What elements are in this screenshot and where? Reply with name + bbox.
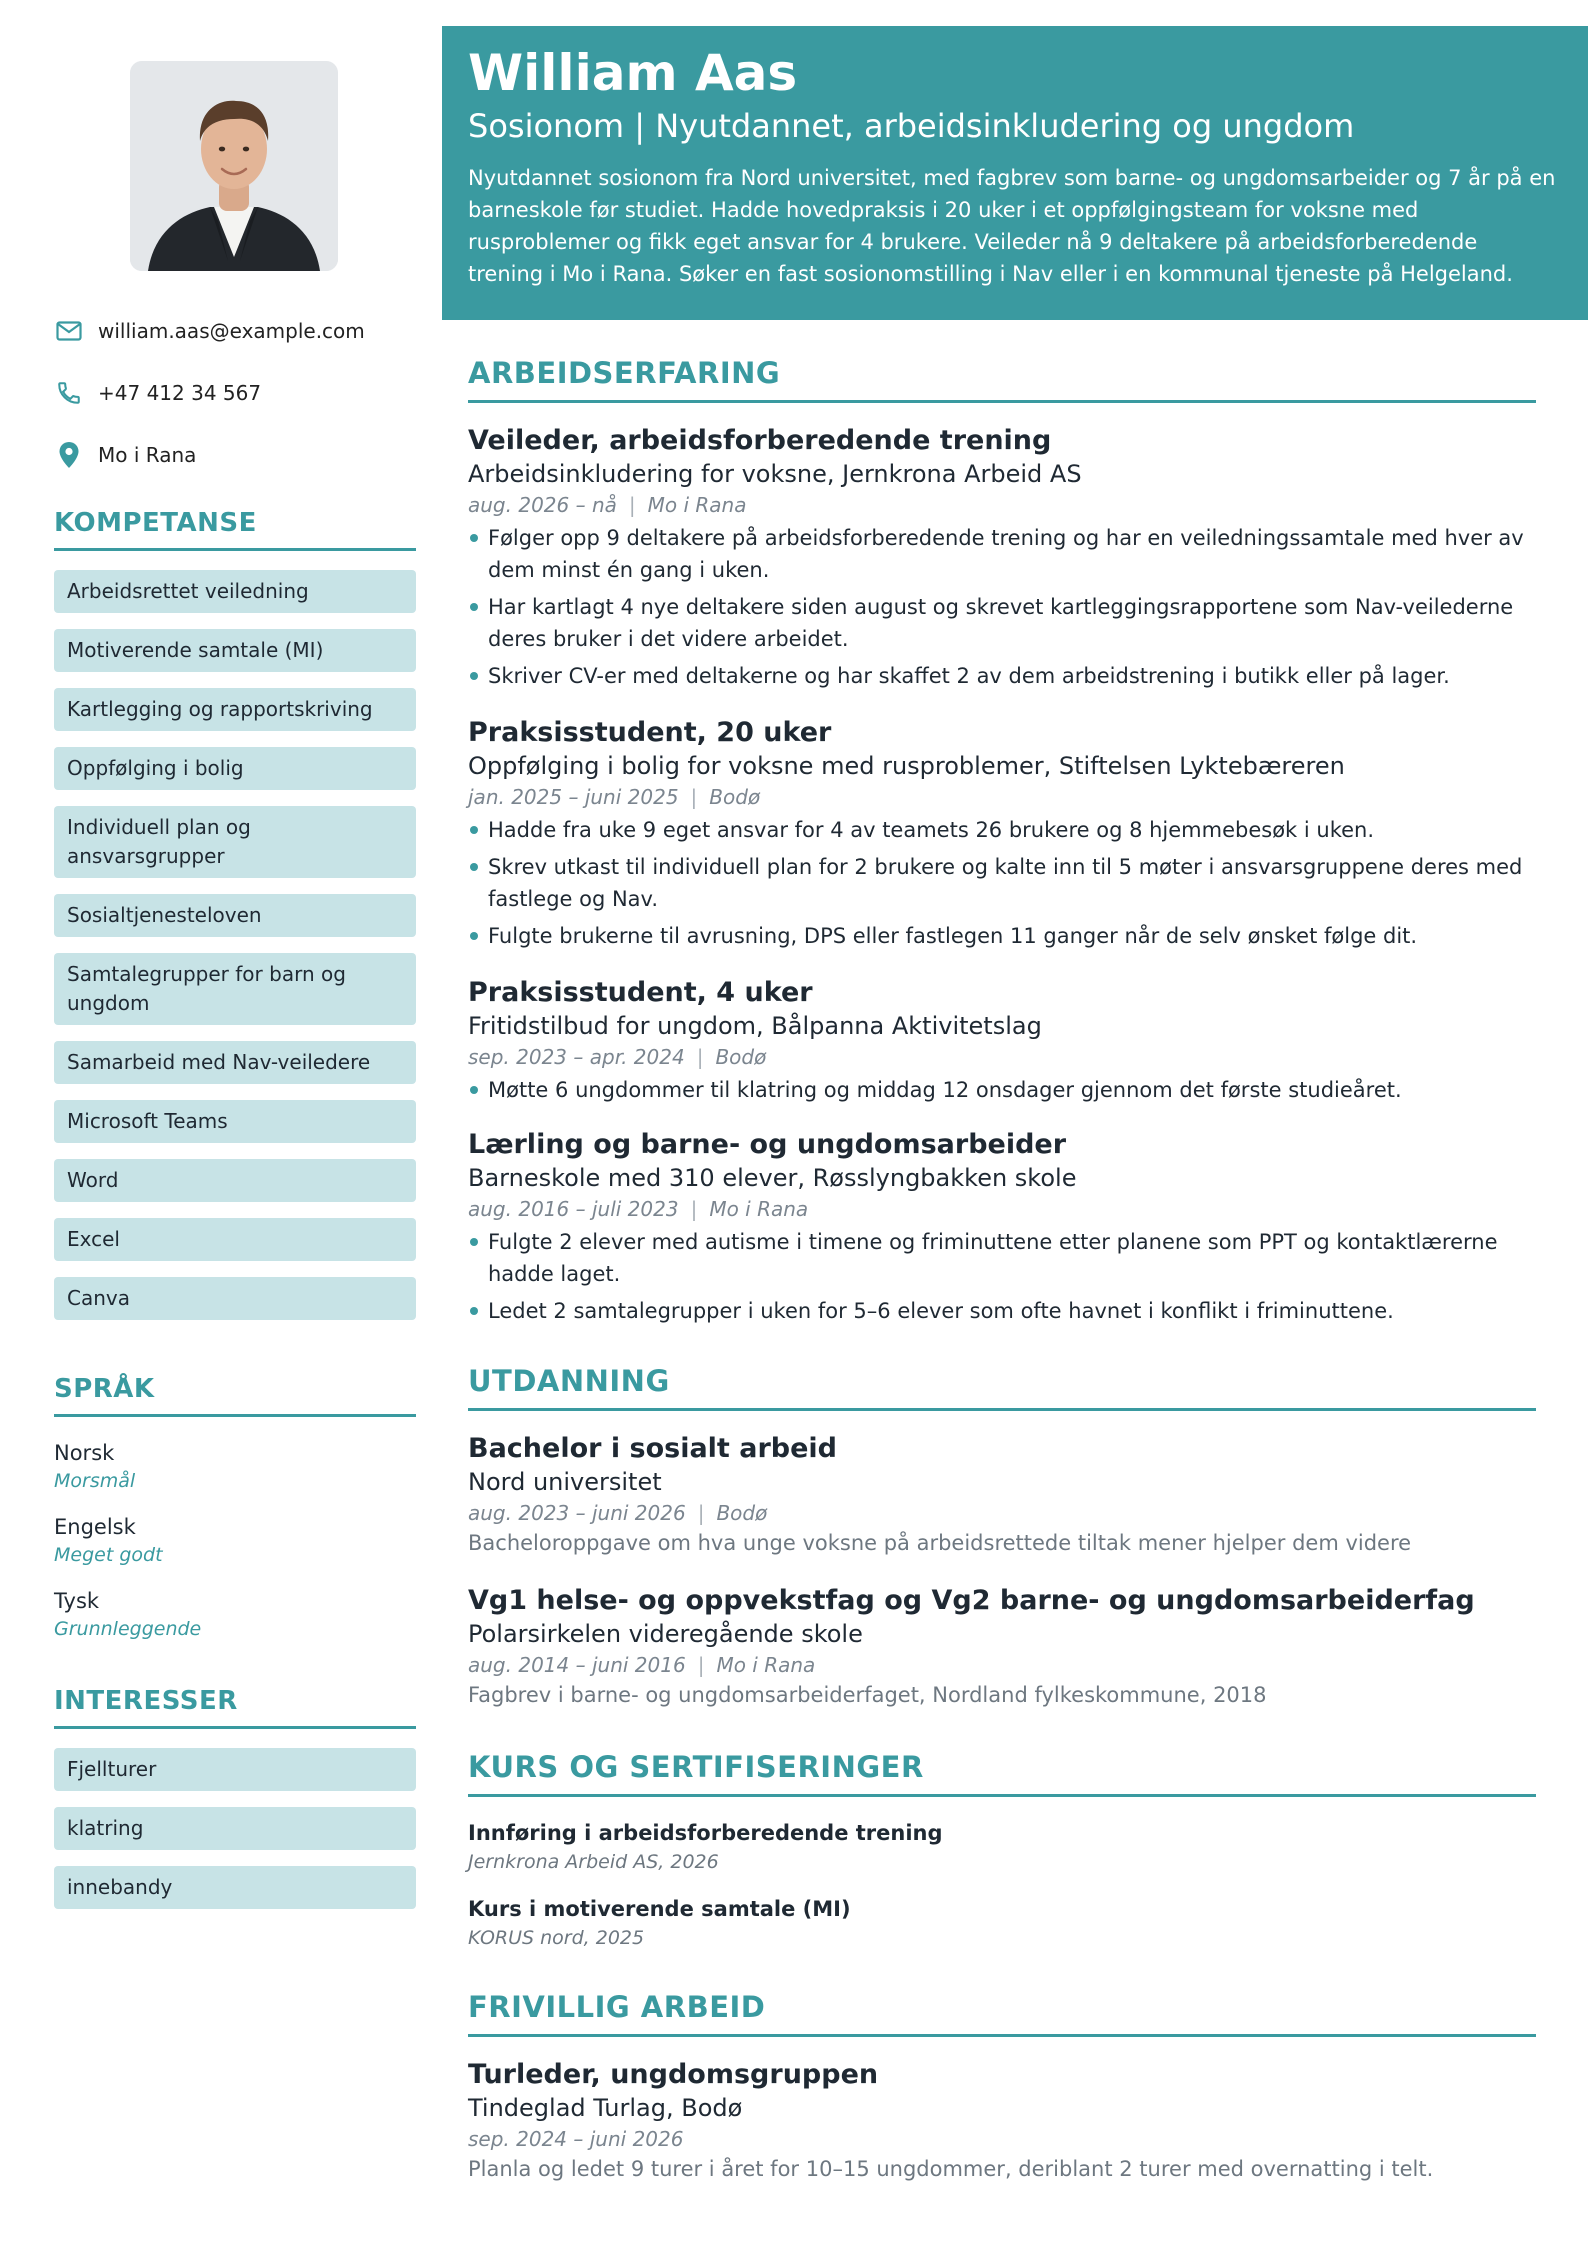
education-title: Vg1 helse- og oppvekstfag og Vg2 barne- og ungdomsarbeiderfag	[468, 1585, 1475, 1616]
skill-chip: Kartlegging og rapportskriving	[54, 688, 416, 731]
bullet-item: Skrev utkast til individuell plan for 2 brukere og kalte inn til 5 møter i ansvarsgruppene deres med fastlege og Nav.	[468, 851, 1536, 915]
volunteer-heading: FRIVILLIG ARBEID	[468, 1990, 1536, 2037]
interests-list	[54, 1748, 416, 1925]
job-place: Mo i Rana	[709, 1197, 809, 1221]
education-note: Bacheloroppgave om hva unge voksne på arbeidsrettede tiltak mener hjelper dem videre	[468, 1531, 1412, 1555]
job-bullets	[468, 814, 1536, 952]
skill-chip: Sosialtjenesteloven	[54, 894, 416, 937]
location-pin-icon	[54, 440, 84, 470]
bullet-item: Følger opp 9 deltakere på arbeidsforberedende trening og har en veiledningssamtale med hver av dem minst én gang i uken.	[468, 522, 1536, 586]
interest-chip: klatring	[54, 1807, 416, 1850]
job-org: Barneskole med 310 elever, Røsslyngbakken skole	[468, 1164, 1077, 1192]
job-period: aug. 2026 – nå	[468, 493, 617, 517]
volunteer-entry	[468, 2058, 1536, 2184]
contact-phone	[54, 378, 416, 408]
job-period: aug. 2016 – juli 2023	[468, 1197, 679, 1221]
course-title: Innføring i arbeidsforberedende trening	[468, 1821, 943, 1845]
portrait-illustration	[130, 61, 338, 271]
courses-heading: KURS OG SERTIFISERINGER	[468, 1750, 1536, 1797]
volunteer-org: Tindeglad Turlag, Bodø	[468, 2094, 743, 2122]
skill-chip: Samarbeid med Nav-veiledere	[54, 1041, 416, 1084]
job-meta: aug. 2026 – nå | Mo i Rana	[468, 493, 747, 517]
bullet-item: Ledet 2 samtalegrupper i uken for 5–6 elever som ofte havnet i konflikt i friminuttene.	[468, 1295, 1536, 1327]
languages-list	[54, 1438, 416, 1660]
bullet-item: Fulgte 2 elever med autisme i timene og friminuttene etter planene som PPT og kontaktlærerne hadde laget.	[468, 1226, 1536, 1290]
job-place: Bodø	[709, 785, 761, 809]
bullet-item: Har kartlagt 4 nye deltakere siden august og skrevet kartleggingsrapportene som Nav-veilederne deres bruker i det videre arbeidet.	[468, 591, 1536, 655]
skill-chip: Microsoft Teams	[54, 1100, 416, 1143]
course-entry	[468, 1894, 1536, 1952]
interest-chip: Fjellturer	[54, 1748, 416, 1791]
job-org: Fritidstilbud for ungdom, Bålpanna Aktivitetslag	[468, 1012, 1042, 1040]
bullet-item: Skriver CV-er med deltakerne og har skaffet 2 av dem arbeidstrening i butikk eller på lager.	[468, 660, 1536, 692]
education-school: Nord universitet	[468, 1468, 662, 1496]
profile-photo	[130, 61, 338, 271]
volunteer-note: Planla og ledet 9 turer i året for 10–15 ungdommer, deriblant 2 turer med overnatting i telt.	[468, 2157, 1434, 2181]
education-entry	[468, 1432, 1536, 1558]
skill-chip: Samtalegrupper for barn og ungdom	[54, 953, 416, 1025]
job-period: sep. 2023 – apr. 2024	[468, 1045, 685, 1069]
mail-icon	[54, 316, 84, 346]
course-meta: KORUS nord, 2025	[468, 1927, 645, 1949]
education-place: Bodø	[716, 1501, 768, 1525]
education-period: aug. 2014 – juni 2016	[468, 1653, 686, 1677]
job-bullets	[468, 522, 1536, 692]
job-title: Lærling og barne- og ungdomsarbeider	[468, 1129, 1067, 1160]
person-title: Sosionom | Nyutdannet, arbeidsinkludering og ungdom	[468, 107, 1355, 145]
education-note: Fagbrev i barne- og ungdomsarbeiderfaget, Nordland fylkeskommune, 2018	[468, 1683, 1267, 1707]
job-bullets	[468, 1074, 1536, 1106]
job-entry	[468, 1128, 1536, 1332]
job-org: Oppfølging i bolig for voksne med rusproblemer, Stiftelsen Lyktebæreren	[468, 752, 1345, 780]
bullet-item: Fulgte brukerne til avrusning, DPS eller fastlegen 11 ganger når de selv ønsket følge dit.	[468, 920, 1536, 952]
job-title: Praksisstudent, 20 uker	[468, 717, 832, 748]
language-name: Engelsk	[54, 1515, 136, 1539]
skill-chip: Canva	[54, 1277, 416, 1320]
education-school: Polarsirkelen videregående skole	[468, 1620, 863, 1648]
skill-chip: Motiverende samtale (MI)	[54, 629, 416, 672]
job-place: Mo i Rana	[647, 493, 747, 517]
job-bullets	[468, 1226, 1536, 1327]
language-name: Tysk	[54, 1589, 100, 1613]
job-entry	[468, 976, 1536, 1111]
skill-chip: Excel	[54, 1218, 416, 1261]
education-meta: aug. 2014 – juni 2016 | Mo i Rana	[468, 1653, 816, 1677]
contact-location	[54, 440, 416, 470]
person-summary: Nyutdannet sosionom fra Nord universitet, med fagbrev som barne- og ungdomsarbeider og 7 år på en barneskole før studiet. Hadde hovedpraksis i 20 uker i et oppfølgingsteam for voksne med rusproblemer og fikk eget ansvar for 4 brukere. Veileder nå 9 deltakere på arbeidsforberedende trening i Mo i Rana. Søker en fast sosionomstilling i Nav eller i en kommunal tjeneste på Helgeland.	[468, 166, 1556, 286]
experience-heading: ARBEIDSERFARING	[468, 356, 1536, 403]
job-entry	[468, 716, 1536, 957]
skills-list	[54, 570, 416, 1336]
bullet-item: Møtte 6 ungdommer til klatring og middag 12 onsdager gjennom det første studieåret.	[468, 1074, 1536, 1106]
job-period: jan. 2025 – juni 2025	[468, 785, 679, 809]
location-text: Mo i Rana	[98, 443, 197, 467]
language-name: Norsk	[54, 1441, 115, 1465]
person-name: William Aas	[468, 44, 798, 102]
skill-chip: Individuell plan og ansvarsgrupper	[54, 806, 416, 878]
language-level: Morsmål	[54, 1470, 136, 1492]
education-entry	[468, 1584, 1536, 1710]
job-title: Veileder, arbeidsforberedende trening	[468, 425, 1052, 456]
interests-heading: INTERESSER	[54, 1686, 416, 1729]
skill-chip: Word	[54, 1159, 416, 1202]
skill-chip: Arbeidsrettet veiledning	[54, 570, 416, 613]
phone-text[interactable]: +47 412 34 567	[98, 381, 262, 405]
volunteer-period: sep. 2024 – juni 2026	[468, 2127, 684, 2151]
education-place: Mo i Rana	[716, 1653, 816, 1677]
education-heading: UTDANNING	[468, 1364, 1536, 1411]
phone-icon	[54, 378, 84, 408]
job-meta: sep. 2023 – apr. 2024 | Bodø	[468, 1045, 767, 1069]
skill-chip: Oppfølging i bolig	[54, 747, 416, 790]
contact-email	[54, 316, 416, 346]
language-level: Grunnleggende	[54, 1618, 202, 1640]
job-entry	[468, 424, 1536, 697]
course-title: Kurs i motiverende samtale (MI)	[468, 1897, 851, 1921]
job-title: Praksisstudent, 4 uker	[468, 977, 813, 1008]
course-meta: Jernkrona Arbeid AS, 2026	[468, 1851, 719, 1873]
email-text[interactable]: william.aas@example.com	[98, 319, 365, 343]
education-meta: aug. 2023 – juni 2026 | Bodø	[468, 1501, 768, 1525]
language-level: Meget godt	[54, 1544, 163, 1566]
header-banner	[442, 26, 1588, 320]
volunteer-title: Turleder, ungdomsgruppen	[468, 2059, 879, 2090]
job-place: Bodø	[715, 1045, 767, 1069]
education-period: aug. 2023 – juni 2026	[468, 1501, 686, 1525]
job-meta: aug. 2016 – juli 2023 | Mo i Rana	[468, 1197, 809, 1221]
skills-heading: KOMPETANSE	[54, 508, 416, 551]
job-org: Arbeidsinkludering for voksne, Jernkrona Arbeid AS	[468, 460, 1082, 488]
education-title: Bachelor i sosialt arbeid	[468, 1433, 837, 1464]
bullet-item: Hadde fra uke 9 eget ansvar for 4 av teamets 26 brukere og 8 hjemmebesøk i uken.	[468, 814, 1536, 846]
languages-heading: SPRÅK	[54, 1374, 416, 1417]
job-meta: jan. 2025 – juni 2025 | Bodø	[468, 785, 761, 809]
course-entry	[468, 1818, 1536, 1876]
interest-chip: innebandy	[54, 1866, 416, 1909]
